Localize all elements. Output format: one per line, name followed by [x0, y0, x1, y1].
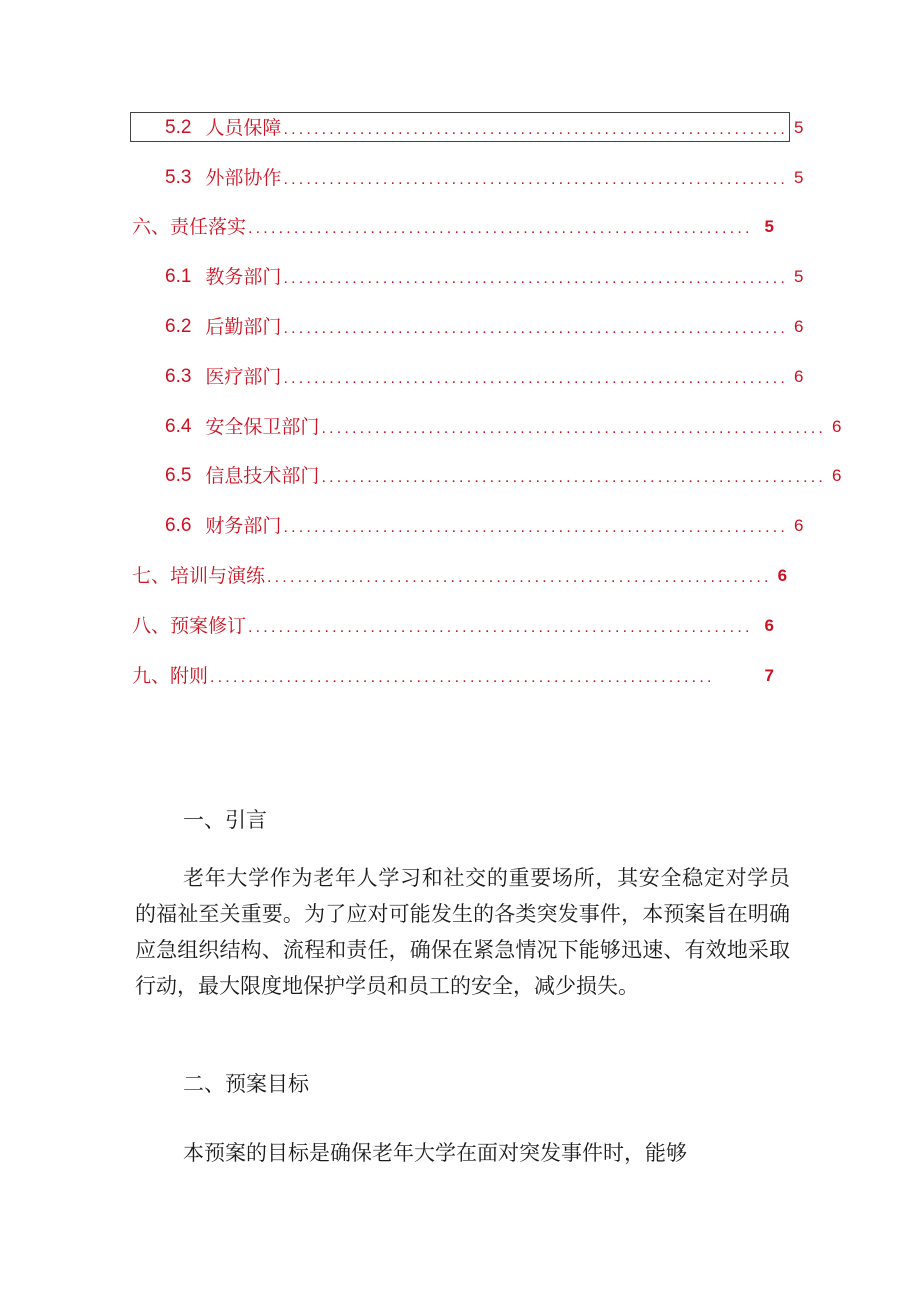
- toc-entry-page: 6: [794, 367, 804, 386]
- toc-entry-section-7[interactable]: [132, 561, 788, 591]
- toc-entry-page: 7: [764, 666, 774, 685]
- toc-entry-page: 6: [832, 417, 842, 436]
- introduction-paragraph: 老年大学作为老年人学习和社交的重要场所，其安全稳定对学员的福祉至关重要。为了应对可能发生的各类突发事件，本预案旨在明确应急组织结构、流程和责任，确保在紧急情况下能够迅速、有效地采取行动，最大限度地保护学员和员工的安全，减少损失。: [135, 866, 790, 998]
- toc-entry-number: 6.2: [165, 316, 192, 337]
- toc-entry-page: 6: [794, 317, 804, 336]
- toc-entry-label: 六、责任落实: [132, 216, 247, 238]
- toc-leader-dots: ..................................................................: [248, 220, 753, 237]
- toc-entry-section-8[interactable]: [132, 611, 774, 641]
- toc-leader-dots: ..................................................................: [321, 420, 827, 437]
- toc-entry-6-1[interactable]: [165, 262, 804, 292]
- toc-leader-dots: ..................................................................: [267, 569, 772, 586]
- toc-entry-page: 6: [832, 466, 842, 485]
- toc-entry-label: 安全保卫部门: [205, 416, 320, 438]
- toc-entry-section-6[interactable]: [132, 212, 774, 242]
- toc-entry-label: 医疗部门: [205, 366, 282, 388]
- toc-entry-label: 教务部门: [205, 266, 282, 288]
- toc-entry-5-3[interactable]: [165, 163, 804, 193]
- toc-entry-page: 6: [764, 616, 774, 635]
- toc-entry-page: 6: [777, 566, 788, 585]
- toc-leader-dots: ..................................................................: [283, 370, 789, 387]
- objectives-paragraph: 本预案的目标是确保老年大学在面对突发事件时，能够: [183, 1141, 687, 1165]
- toc-entry-number: 6.4: [165, 416, 192, 437]
- toc-entry-label: 财务部门: [205, 515, 282, 537]
- toc-entry-label: 信息技术部门: [205, 465, 320, 487]
- section-heading-objectives: 二、预案目标: [183, 1072, 309, 1096]
- toc-entry-number: 5.2: [165, 117, 192, 138]
- toc-entry-6-5[interactable]: [165, 461, 842, 491]
- toc-entry-label: 九、附则: [132, 665, 209, 687]
- toc-leader-dots: ..................................................................: [321, 469, 827, 486]
- toc-entry-number: 5.3: [165, 167, 192, 188]
- toc-leader-dots: ..................................................................: [283, 270, 789, 287]
- toc-leader-dots: ..................................................................: [210, 669, 715, 686]
- toc-entry-page: 6: [794, 516, 804, 535]
- toc-entry-label: 后勤部门: [205, 316, 282, 338]
- toc-entry-5-2[interactable]: [165, 113, 804, 143]
- toc-entry-6-3[interactable]: [165, 362, 804, 392]
- toc-entry-6-2[interactable]: [165, 312, 804, 342]
- toc-entry-label: 八、预案修订: [132, 615, 247, 637]
- toc-entry-6-4[interactable]: [165, 412, 842, 442]
- toc-leader-dots: ..................................................................: [283, 121, 789, 138]
- toc-leader-dots: ..................................................................: [283, 519, 789, 536]
- toc-entry-6-6[interactable]: [165, 511, 804, 541]
- toc-leader-dots: ..................................................................: [248, 619, 753, 636]
- toc-entry-page: 5: [794, 267, 804, 286]
- toc-leader-dots: ..................................................................: [283, 171, 789, 188]
- toc-entry-section-9[interactable]: [132, 661, 774, 691]
- toc-entry-label: 七、培训与演练: [132, 565, 266, 587]
- section-heading-introduction: 一、引言: [183, 808, 267, 832]
- toc-leader-dots: ..................................................................: [283, 320, 789, 337]
- toc-entry-label: 人员保障: [205, 117, 282, 139]
- toc-entry-page: 5: [794, 118, 804, 137]
- toc-entry-page: 5: [764, 217, 774, 236]
- toc-entry-label: 外部协作: [205, 167, 282, 189]
- toc-entry-number: 6.1: [165, 266, 192, 287]
- toc-entry-number: 6.3: [165, 366, 192, 387]
- toc-entry-number: 6.5: [165, 465, 192, 486]
- toc-entry-page: 5: [794, 168, 804, 187]
- toc-entry-number: 6.6: [165, 515, 192, 536]
